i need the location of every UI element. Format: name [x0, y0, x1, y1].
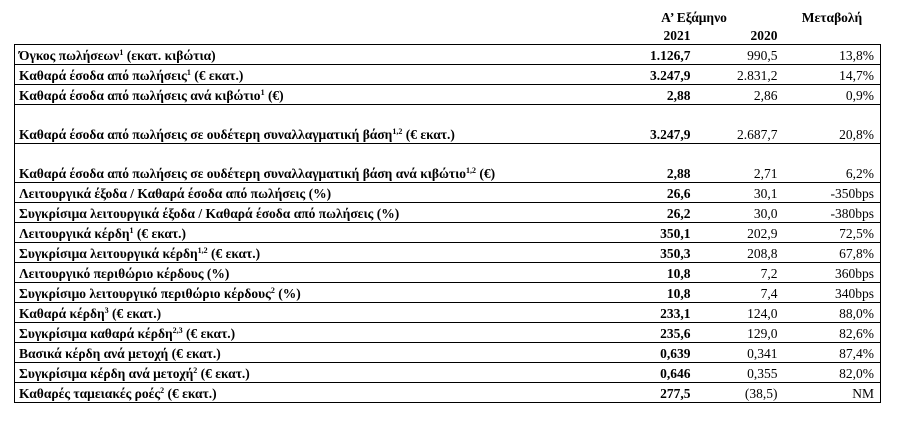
row-label: [15, 363, 603, 383]
header-row-period: [15, 8, 881, 26]
year-2021-header: 2021: [663, 28, 691, 43]
footnote-marker: 3: [104, 306, 109, 315]
value-change: 340bps: [784, 283, 881, 303]
row-label: [15, 343, 603, 363]
table-row: [15, 383, 881, 403]
value-change: -380bps: [784, 203, 881, 223]
row-label: [15, 263, 603, 283]
table-row: [15, 323, 881, 343]
year-2020-header: 2020: [750, 28, 778, 43]
value-change: 67,8%: [784, 243, 881, 263]
row-label-text: Καθαρά έσοδα από πωλήσεις σε ουδέτερη συναλλαγματική βάση ανά κιβώτιο: [19, 166, 467, 181]
value-2021: 10,8: [603, 283, 697, 303]
value-2021: 235,6: [603, 323, 697, 343]
value-2020: 2.687,7: [697, 105, 784, 144]
row-label-unit: (€ εκατ.): [133, 226, 187, 241]
results-table: [14, 8, 881, 403]
value-2021: 277,5: [603, 383, 697, 403]
row-label: [15, 105, 603, 144]
table-row: [15, 65, 881, 85]
row-label-unit: (€ εκατ.): [108, 306, 162, 321]
value-2020: (38,5): [697, 383, 784, 403]
value-change: 360bps: [784, 263, 881, 283]
row-label-unit: (€ εκατ.): [197, 366, 250, 381]
table-row: [15, 45, 881, 65]
header-blank: [784, 26, 881, 45]
table-row: [15, 343, 881, 363]
row-label-text: Βασικά κέρδη ανά μετοχή (€ εκατ.): [19, 346, 221, 361]
footnote-marker: 1,2: [466, 166, 477, 175]
table-row: [15, 283, 881, 303]
value-change: 82,0%: [784, 363, 881, 383]
footnote-marker: 1,2: [197, 246, 208, 255]
value-2021: 350,1: [603, 223, 697, 243]
footnote-marker: 1: [119, 48, 124, 57]
value-2020: 30,0: [697, 203, 784, 223]
row-label: [15, 144, 603, 183]
row-label-text: Καθαρά έσοδα από πωλήσεις ανά κιβώτιο: [19, 88, 261, 103]
footnote-marker: 2: [160, 386, 165, 395]
value-change: NM: [784, 383, 881, 403]
row-label-unit: (€): [476, 166, 496, 181]
value-2020: 990,5: [697, 45, 784, 65]
period-header: Α’ Εξάμηνο: [661, 10, 727, 25]
value-2021: 233,1: [603, 303, 697, 323]
row-label: [15, 85, 603, 105]
row-label: [15, 223, 603, 243]
row-label-text: Καθαρά έσοδα από πωλήσεις: [19, 68, 187, 83]
value-change: 20,8%: [784, 105, 881, 144]
value-2021: 3.247,9: [603, 65, 697, 85]
value-2021: 2,88: [603, 85, 697, 105]
value-2021: 26,2: [603, 203, 697, 223]
row-label: [15, 183, 603, 203]
value-change: 88,0%: [784, 303, 881, 323]
value-2020: 30,1: [697, 183, 784, 203]
row-label-unit: (€ εκατ.): [182, 326, 236, 341]
value-change: 72,5%: [784, 223, 881, 243]
footnote-marker: 2: [270, 286, 275, 295]
row-label-text: Συγκρίσιμα λειτουργικά έξοδα / Καθαρά έσοδα από πωλήσεις (%): [19, 206, 400, 221]
value-2021: 2,88: [603, 144, 697, 183]
value-2021: 26,6: [603, 183, 697, 203]
table-row: [15, 223, 881, 243]
value-2020: 7,2: [697, 263, 784, 283]
row-label-text: Λειτουργικά έξοδα / Καθαρά έσοδα από πωλήσεις (%): [19, 186, 332, 201]
value-2020: 129,0: [697, 323, 784, 343]
value-2020: 7,4: [697, 283, 784, 303]
row-label-text: Καθαρά κέρδη: [19, 306, 105, 321]
value-change: 0,9%: [784, 85, 881, 105]
footnote-marker: 1: [186, 68, 191, 77]
value-change: -350bps: [784, 183, 881, 203]
row-label: [15, 203, 603, 223]
value-2020: 2,71: [697, 144, 784, 183]
table-row: [15, 105, 881, 144]
table-row: [15, 144, 881, 183]
row-label-text: Καθαρά έσοδα από πωλήσεις σε ουδέτερη συναλλαγματική βάση: [19, 127, 393, 142]
row-label: [15, 243, 603, 263]
row-label: [15, 323, 603, 343]
table-row: [15, 363, 881, 383]
value-2021: 3.247,9: [603, 105, 697, 144]
row-label-unit: (€ εκατ.): [190, 68, 244, 83]
value-2020: 0,341: [697, 343, 784, 363]
value-2020: 2,86: [697, 85, 784, 105]
value-2021: 1.126,7: [603, 45, 697, 65]
table-row: [15, 203, 881, 223]
value-2020: 2.831,2: [697, 65, 784, 85]
row-label-text: Λειτουργικά κέρδη: [19, 226, 130, 241]
footnote-marker: 1: [260, 88, 265, 97]
footnote-marker: 1,2: [392, 127, 403, 136]
row-label-unit: (€ εκατ.): [402, 127, 455, 142]
value-2021: 350,3: [603, 243, 697, 263]
row-label: [15, 65, 603, 85]
header-blank: [15, 8, 603, 26]
row-label-unit: (%): [274, 286, 301, 301]
row-label: [15, 303, 603, 323]
row-label: [15, 383, 603, 403]
table-row: [15, 183, 881, 203]
value-2020: 208,8: [697, 243, 784, 263]
row-label-unit: (€ εκατ.): [164, 386, 217, 401]
row-label-text: Καθαρές ταμειακές ροές: [19, 386, 161, 401]
row-label-unit: (€ εκατ.): [207, 246, 261, 261]
value-2021: 0,639: [603, 343, 697, 363]
row-label-text: Συγκρίσιμα καθαρά κέρδη: [19, 326, 173, 341]
value-2021: 0,646: [603, 363, 697, 383]
value-2020: 202,9: [697, 223, 784, 243]
row-label-text: Όγκος πωλήσεων: [19, 48, 120, 63]
table-row: [15, 263, 881, 283]
row-label: [15, 45, 603, 65]
value-change: 6,2%: [784, 144, 881, 183]
footnote-marker: 2: [193, 366, 198, 375]
row-label-unit: (€): [264, 88, 284, 103]
row-label-text: Συγκρίσιμα λειτουργικά κέρδη: [19, 246, 198, 261]
value-change: 13,8%: [784, 45, 881, 65]
value-2020: 124,0: [697, 303, 784, 323]
footnote-marker: 1: [129, 226, 134, 235]
value-2020: 0,355: [697, 363, 784, 383]
value-2021: 10,8: [603, 263, 697, 283]
row-label-text: Λειτουργικό περιθώριο κέρδους (%): [19, 266, 230, 281]
table-row: [15, 243, 881, 263]
row-label-text: Συγκρίσιμα κέρδη ανά μετοχή: [19, 366, 194, 381]
row-label-unit: (εκατ. κιβώτια): [123, 48, 216, 63]
header-blank: [15, 26, 603, 45]
row-label-text: Συγκρίσιμο λειτουργικό περιθώριο κέρδους: [19, 286, 271, 301]
value-change: 82,6%: [784, 323, 881, 343]
change-header: Μεταβολή: [801, 10, 863, 25]
row-label: [15, 283, 603, 303]
value-change: 87,4%: [784, 343, 881, 363]
table-row: [15, 303, 881, 323]
table-row: [15, 85, 881, 105]
footnote-marker: 2,3: [172, 326, 183, 335]
value-change: 14,7%: [784, 65, 881, 85]
header-row-years: [15, 26, 881, 45]
